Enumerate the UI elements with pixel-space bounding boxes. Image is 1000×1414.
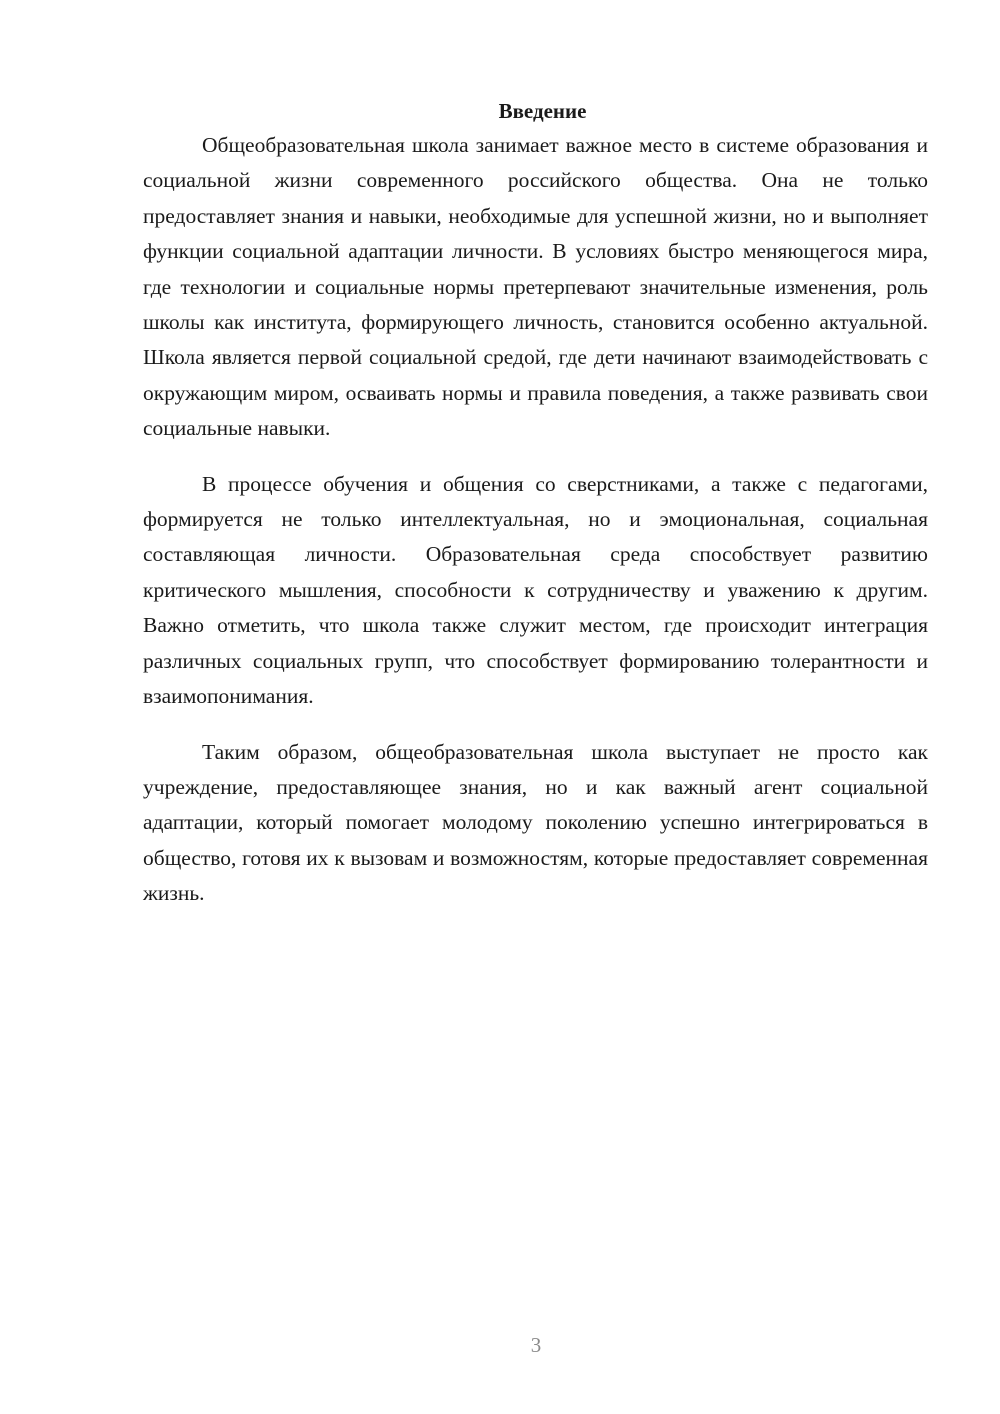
paragraph-1: Общеобразовательная школа занимает важное место в системе образования и социальной жизни современного российского общества. Она не только предоставляет знания и навыки, необходимые для успешной жизни, но и выполняет функции социальной адаптации личности. В условиях быстро меняющегося мира, где технологии и социальные нормы претерпевают значительные изменения, роль школы как института, формирующего личность, становится особенно актуальной. Школа является первой социальной средой, где дети начинают взаимодействовать с окружающим миром, осваивать нормы и правила поведения, а также развивать свои социальные навыки. bbox=[143, 133, 928, 441]
page-number: 3 bbox=[530, 1333, 542, 1357]
page-content bbox=[143, 95, 928, 932]
paragraph-2: В процессе обучения и общения со сверстниками, а также с педагогами, формируется не только интеллектуальная, но и эмоциональная, социальная составляющая личности. Образовательная среда способствует развитию критического мышления, способности к сотрудничеству и уважению к другим. Важно отметить, что школа также служит местом, где происходит интеграция различных социальных групп, что способствует формированию толерантности и взаимопонимания. bbox=[143, 471, 928, 709]
paragraph-3: Таким образом, общеобразовательная школа выступает не просто как учреждение, предоставляющее знания, но и как важный агент социальной адаптации, который помогает молодому поколению успешно интегрироваться в общество, готовя их к вызовам и возможностям, которые предоставляет современная жизнь. bbox=[143, 739, 928, 906]
section-heading: Введение bbox=[498, 99, 587, 123]
